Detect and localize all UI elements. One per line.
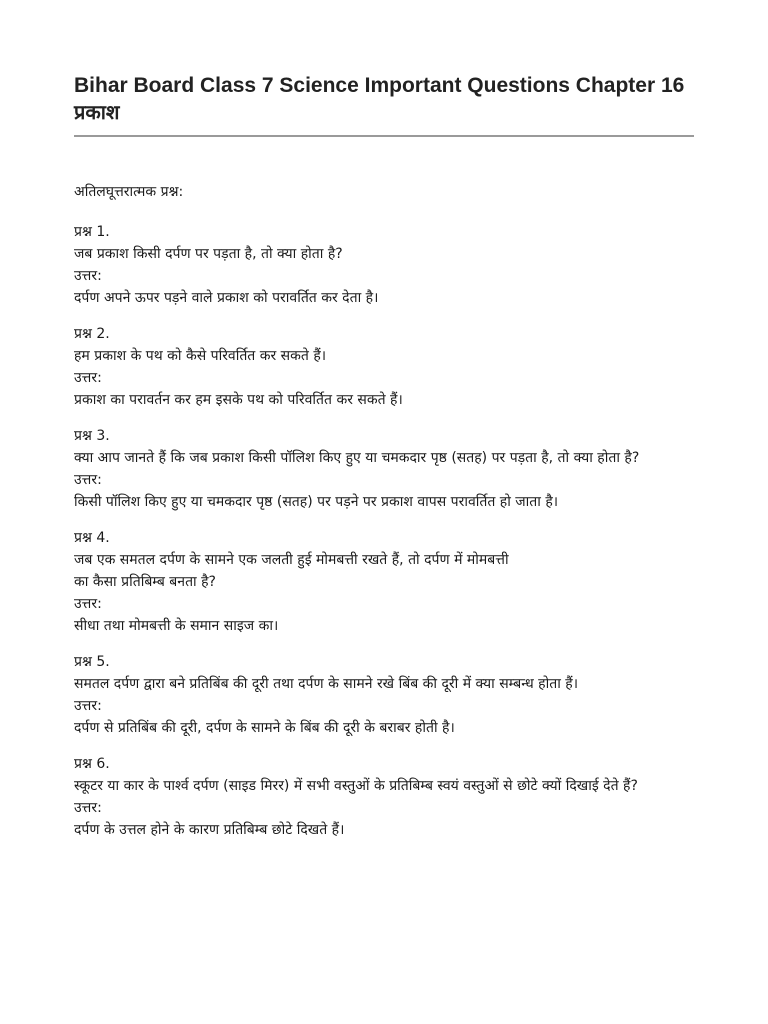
question-list bbox=[74, 221, 694, 841]
section-heading: अतिलघूत्तरात्मक प्रश्न: bbox=[74, 184, 184, 200]
question-text: क्या आप जानते हैं कि जब प्रकाश किसी पॉलिश किए हुए या चमकदार पृष्ठ (सतह) पर पड़ता है, तो क्या होता है? bbox=[74, 450, 640, 466]
answer-label: उत्तर: bbox=[74, 596, 102, 612]
answer-text: सीधा तथा मोमबत्ती के समान साइज का। bbox=[74, 618, 279, 634]
page-title-line1: Bihar Board Class 7 Science Important Questions Chapter 16 bbox=[74, 74, 685, 97]
answer-label: उत्तर: bbox=[74, 472, 102, 488]
question-label: प्रश्न 1. bbox=[74, 224, 110, 240]
question-label: प्रश्न 2. bbox=[74, 326, 110, 342]
answer-text: दर्पण के उत्तल होने के कारण प्रतिबिम्ब छोटे दिखते हैं। bbox=[74, 822, 345, 838]
answer-text: प्रकाश का परावर्तन कर हम इसके पथ को परिवर्तित कर सकते हैं। bbox=[74, 392, 403, 408]
answer-label: उत्तर: bbox=[74, 370, 102, 386]
title-divider bbox=[74, 135, 694, 137]
answer-label: उत्तर: bbox=[74, 698, 102, 714]
question-text: जब एक समतल दर्पण के सामने एक जलती हुई मोमबत्ती रखते हैं, तो दर्पण में मोमबत्ती का कैसा प्रतिबिम्ब बनता है? bbox=[74, 552, 509, 590]
question-item bbox=[74, 527, 684, 637]
question-item bbox=[74, 425, 684, 513]
answer-label: उत्तर: bbox=[74, 800, 102, 816]
answer-text: दर्पण से प्रतिबिंब की दूरी, दर्पण के सामने के बिंब की दूरी के बराबर होती है। bbox=[74, 720, 455, 736]
page-title bbox=[74, 72, 734, 126]
page-title-line2: प्रकाश bbox=[74, 100, 120, 124]
question-text: समतल दर्पण द्वारा बने प्रतिबिंब की दूरी तथा दर्पण के सामने रखे बिंब की दूरी में क्या सम्बन्ध होता हैं। bbox=[74, 676, 579, 692]
answer-text: दर्पण अपने ऊपर पड़ने वाले प्रकाश को परावर्तित कर देता है। bbox=[74, 290, 379, 306]
question-text: स्कूटर या कार के पार्श्व दर्पण (साइड मिरर) में सभी वस्तुओं के प्रतिबिम्ब स्वयं वस्तुओं से छोटे क्यों दिखाई देते हैं? bbox=[74, 778, 638, 794]
question-item bbox=[74, 753, 684, 841]
question-label: प्रश्न 6. bbox=[74, 756, 110, 772]
question-item bbox=[74, 323, 684, 411]
answer-label: उत्तर: bbox=[74, 268, 102, 284]
question-label: प्रश्न 5. bbox=[74, 654, 110, 670]
question-item bbox=[74, 221, 684, 309]
answer-text: किसी पॉलिश किए हुए या चमकदार पृष्ठ (सतह) पर पड़ने पर प्रकाश वापस परावर्तित हो जाता है। bbox=[74, 494, 559, 510]
question-label: प्रश्न 3. bbox=[74, 428, 110, 444]
question-text: जब प्रकाश किसी दर्पण पर पड़ता है, तो क्या होता है? bbox=[74, 246, 343, 262]
question-text: हम प्रकाश के पथ को कैसे परिवर्तित कर सकते हैं। bbox=[74, 348, 327, 364]
question-label: प्रश्न 4. bbox=[74, 530, 110, 546]
question-item bbox=[74, 651, 684, 739]
